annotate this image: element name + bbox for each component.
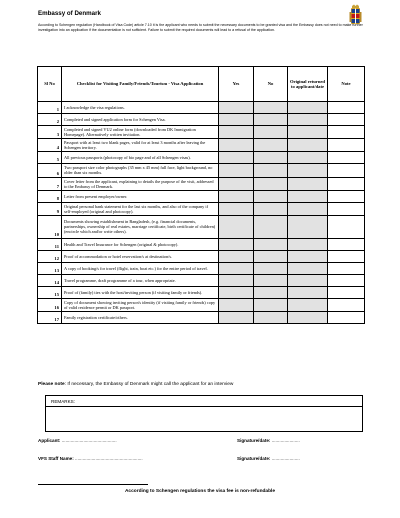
note-cell[interactable] bbox=[328, 274, 365, 286]
checklist-item-text: Travel programme, draft programme of a tour, when appropriate. bbox=[62, 274, 219, 286]
row-number: 3 bbox=[38, 126, 62, 139]
original-returned-cell[interactable] bbox=[288, 177, 328, 190]
row-number: 15 bbox=[38, 286, 62, 298]
original-returned-cell[interactable] bbox=[288, 102, 328, 114]
checklist-item-text: All previous passports (photocopy of bio page and of all Schengen visas). bbox=[62, 152, 219, 164]
table-row bbox=[38, 286, 365, 298]
table-row bbox=[38, 312, 365, 324]
applicant-signature-field[interactable] bbox=[38, 438, 117, 443]
yes-cell[interactable] bbox=[219, 152, 254, 164]
note-cell[interactable] bbox=[328, 164, 365, 177]
row-number: 2 bbox=[38, 114, 62, 126]
no-cell[interactable] bbox=[254, 190, 288, 202]
yes-cell[interactable] bbox=[219, 190, 254, 202]
intro-paragraph: According to Schengen regulation (Handbook of Visa Code) article 7.10 it is the applicant who needs to submit the necessary documents to be granted visa and the Embassy does not need to make further investigation into an application if the documentation is not sufficient. Failure to submit the required documents will lead to a refusal of the application. bbox=[38, 23, 363, 33]
col-header-sl-no: Sl No bbox=[38, 67, 62, 102]
col-header-no: No bbox=[254, 67, 288, 102]
original-returned-cell[interactable] bbox=[288, 114, 328, 126]
remarks-label: REMARKS: bbox=[51, 399, 75, 404]
footer-rule bbox=[38, 484, 148, 485]
yes-cell[interactable] bbox=[219, 286, 254, 298]
page-title: Embassy of Denmark bbox=[38, 10, 101, 17]
checklist-item-text: Proof of accommodation or hotel reservation/s at destination/s. bbox=[62, 250, 219, 262]
signature-date-dotted-line: ...................... bbox=[271, 438, 300, 443]
table-row bbox=[38, 164, 365, 177]
table-row bbox=[38, 238, 365, 250]
original-returned-cell[interactable] bbox=[288, 250, 328, 262]
no-cell[interactable] bbox=[254, 139, 288, 152]
note-cell[interactable] bbox=[328, 262, 365, 274]
no-cell[interactable] bbox=[254, 177, 288, 190]
note-cell[interactable] bbox=[328, 102, 365, 114]
table-row bbox=[38, 202, 365, 215]
original-returned-cell[interactable] bbox=[288, 286, 328, 298]
checklist-item-text: Copy of document showing inviting person's identity (if visiting family or friends) copy of valid residence permit or DK passport. bbox=[62, 298, 219, 311]
table-row bbox=[38, 190, 365, 202]
no-cell[interactable] bbox=[254, 102, 288, 114]
table-row bbox=[38, 250, 365, 262]
note-cell[interactable] bbox=[328, 215, 365, 238]
note-cell[interactable] bbox=[328, 238, 365, 250]
original-returned-cell[interactable] bbox=[288, 298, 328, 311]
note-cell[interactable] bbox=[328, 139, 365, 152]
table-row bbox=[38, 298, 365, 311]
row-number: 13 bbox=[38, 262, 62, 274]
checklist-item-text: Health and Travel Insurance for Schengen (original & photocopy). bbox=[62, 238, 219, 250]
original-returned-cell[interactable] bbox=[288, 312, 328, 324]
vfs-staff-name-field[interactable] bbox=[38, 456, 143, 461]
note-cell[interactable] bbox=[328, 202, 365, 215]
checklist-item-text: Two passport size color photographs (35 mm x 45 mm) full face, light background, no older than six months. bbox=[62, 164, 219, 177]
checklist-item-text: Completed and signed VU2 online form (downloaded from DK Immigration Homepage). Alternatively written invitation. bbox=[62, 126, 219, 139]
table-row bbox=[38, 102, 365, 114]
yes-cell[interactable] bbox=[219, 274, 254, 286]
no-cell[interactable] bbox=[254, 250, 288, 262]
note-cell[interactable] bbox=[328, 298, 365, 311]
applicant-signature-date-field[interactable] bbox=[237, 438, 300, 443]
no-cell[interactable] bbox=[254, 215, 288, 238]
note-cell[interactable] bbox=[328, 177, 365, 190]
row-number: 10 bbox=[38, 215, 62, 238]
remarks-box[interactable] bbox=[45, 395, 363, 432]
original-returned-cell[interactable] bbox=[288, 164, 328, 177]
checklist-item-text: Letter from present employer/owner. bbox=[62, 190, 219, 202]
yes-cell[interactable] bbox=[219, 139, 254, 152]
note-cell[interactable] bbox=[328, 126, 365, 139]
yes-cell[interactable] bbox=[219, 238, 254, 250]
original-returned-cell[interactable] bbox=[288, 215, 328, 238]
yes-cell[interactable] bbox=[219, 164, 254, 177]
yes-cell[interactable] bbox=[219, 215, 254, 238]
applicant-dotted-line: ........................................... bbox=[61, 438, 117, 443]
row-number: 9 bbox=[38, 202, 62, 215]
table-row bbox=[38, 177, 365, 190]
checklist-item-text: A copy of booking/s for travel (flight, train, boat etc.) for the entire period of travel. bbox=[62, 262, 219, 274]
original-returned-cell[interactable] bbox=[288, 190, 328, 202]
note-cell[interactable] bbox=[328, 286, 365, 298]
col-header-checklist: Checklist for Visiting Family/Friends/Tourism - Visa Application bbox=[62, 67, 219, 102]
note-cell[interactable] bbox=[328, 114, 365, 126]
no-cell[interactable] bbox=[254, 164, 288, 177]
checklist-item-text: I acknowledge the visa regulations. bbox=[62, 102, 219, 114]
note-cell[interactable] bbox=[328, 152, 365, 164]
no-cell[interactable] bbox=[254, 262, 288, 274]
no-cell[interactable] bbox=[254, 286, 288, 298]
row-number: 4 bbox=[38, 139, 62, 152]
table-row bbox=[38, 126, 365, 139]
col-header-note: Note bbox=[328, 67, 365, 102]
original-returned-cell[interactable] bbox=[288, 152, 328, 164]
no-cell[interactable] bbox=[254, 298, 288, 311]
original-returned-cell[interactable] bbox=[288, 274, 328, 286]
original-returned-cell[interactable] bbox=[288, 262, 328, 274]
yes-cell[interactable] bbox=[219, 177, 254, 190]
no-cell[interactable] bbox=[254, 152, 288, 164]
yes-cell[interactable] bbox=[219, 126, 254, 139]
no-cell[interactable] bbox=[254, 238, 288, 250]
signature-date-label: Signature/date: bbox=[237, 438, 271, 443]
row-number: 5 bbox=[38, 152, 62, 164]
interview-note-label: Please note bbox=[38, 382, 65, 387]
note-cell[interactable] bbox=[328, 250, 365, 262]
table-header-row bbox=[38, 67, 365, 102]
applicant-label: Applicant: bbox=[38, 438, 61, 443]
interview-note bbox=[38, 382, 233, 387]
checklist-item-text: Cover letter from the applicant, explaining to details the purpose of the visit, addressed to the Embassy of Denmark. bbox=[62, 177, 219, 190]
original-returned-cell[interactable] bbox=[288, 126, 328, 139]
checklist-item-text: Proof of (family) ties with the host/inviting person (if visiting family or friends). bbox=[62, 286, 219, 298]
row-number: 11 bbox=[38, 238, 62, 250]
vfs-signature-date-field[interactable] bbox=[237, 456, 300, 461]
no-cell[interactable] bbox=[254, 126, 288, 139]
row-number: 6 bbox=[38, 164, 62, 177]
no-cell[interactable] bbox=[254, 202, 288, 215]
note-cell[interactable] bbox=[328, 190, 365, 202]
checklist-table bbox=[37, 66, 365, 324]
row-number: 12 bbox=[38, 250, 62, 262]
yes-cell[interactable] bbox=[219, 312, 254, 324]
table-row bbox=[38, 114, 365, 126]
table-row bbox=[38, 152, 365, 164]
original-returned-cell[interactable] bbox=[288, 238, 328, 250]
row-number: 17 bbox=[38, 312, 62, 324]
visa-fee-notice: According to Schengen regulations the visa fee is non-refundable bbox=[124, 489, 276, 494]
yes-cell[interactable] bbox=[219, 262, 254, 274]
remarks-divider bbox=[46, 406, 362, 407]
checklist-item-text: Documents showing establishment in Bangladesh, (e.g. financial documents, partnerships, ownership of real estates, marriage certificate, birth certificate of children) (encircle which and/or write others). bbox=[62, 215, 219, 238]
checklist-item-text: Original personal bank statement for the last six months, and also of the company if self-employed (original and photocopy). bbox=[62, 202, 219, 215]
table-row bbox=[38, 262, 365, 274]
checklist-item-text: Passport with at least two blank pages, valid for at least 3 months after leaving the Schengen territory. bbox=[62, 139, 219, 152]
no-cell[interactable] bbox=[254, 274, 288, 286]
vfs-staff-label: VFS Staff Name: bbox=[38, 456, 74, 461]
table-row bbox=[38, 274, 365, 286]
checklist-item-text: Family registration certificate/others. bbox=[62, 312, 219, 324]
row-number: 14 bbox=[38, 274, 62, 286]
row-number: 1 bbox=[38, 102, 62, 114]
original-returned-cell[interactable] bbox=[288, 139, 328, 152]
original-returned-cell[interactable] bbox=[288, 202, 328, 215]
yes-cell[interactable] bbox=[219, 202, 254, 215]
vfs-staff-dotted-line: ..................................................... bbox=[75, 456, 143, 461]
table-row bbox=[38, 215, 365, 238]
row-number: 16 bbox=[38, 298, 62, 311]
note-cell[interactable] bbox=[328, 312, 365, 324]
checklist-item-text: Completed and signed application form for Schengen Visa. bbox=[62, 114, 219, 126]
col-header-yes: Yes bbox=[219, 67, 254, 102]
yes-cell[interactable] bbox=[219, 114, 254, 126]
table-row bbox=[38, 139, 365, 152]
yes-cell[interactable] bbox=[219, 250, 254, 262]
col-header-original: Original returned to applicant/date bbox=[288, 67, 328, 102]
yes-cell[interactable] bbox=[219, 298, 254, 311]
signature-date-dotted-line-2: ...................... bbox=[271, 456, 300, 461]
interview-note-text: : If necessary, the Embassy of Denmark might call the applicant for an interview bbox=[64, 382, 234, 387]
no-cell[interactable] bbox=[254, 114, 288, 126]
no-cell[interactable] bbox=[254, 312, 288, 324]
signature-date-label-2: Signature/date: bbox=[237, 456, 271, 461]
row-number: 7 bbox=[38, 177, 62, 190]
yes-cell[interactable] bbox=[219, 102, 254, 114]
row-number: 8 bbox=[38, 190, 62, 202]
